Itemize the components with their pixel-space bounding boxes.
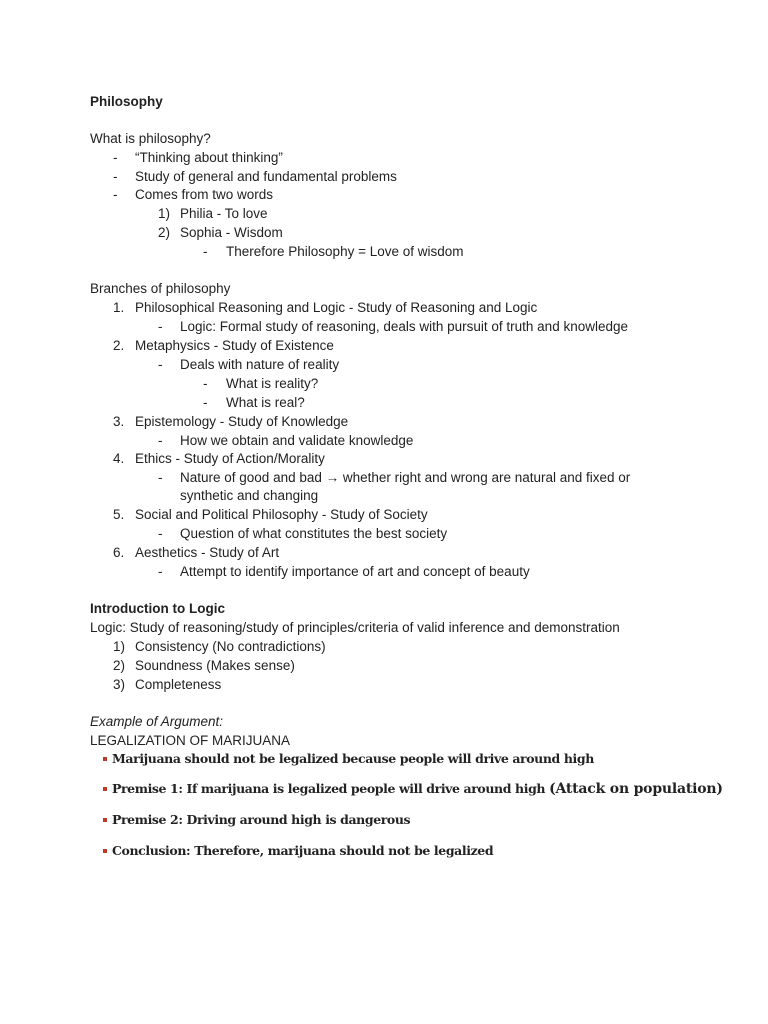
bullet-text-emphasis: (Attack on population) — [549, 781, 723, 797]
list-text: Ethics - Study of Action/Morality — [135, 451, 325, 466]
list-text: Metaphysics - Study of Existence — [135, 338, 334, 353]
list-marker: 2) — [113, 658, 126, 673]
list-text: Attempt to identify importance of art and concept of beauty — [180, 564, 530, 579]
example-label: Example of Argument: — [90, 714, 224, 729]
list-marker: 3. — [113, 414, 125, 429]
list-text: Comes from two words — [135, 187, 274, 202]
bullet-square-icon — [103, 757, 107, 761]
list-marker: 1) — [113, 639, 126, 654]
example-topic: LEGALIZATION OF MARIJUANA — [90, 733, 291, 748]
list-text: How we obtain and validate knowledge — [180, 433, 414, 448]
list-marker: - — [113, 169, 118, 184]
list-marker: - — [113, 187, 118, 202]
list-text: Epistemology - Study of Knowledge — [135, 414, 349, 429]
list-text: Therefore Philosophy = Love of wisdom — [226, 244, 464, 259]
list-text: Completeness — [135, 677, 222, 692]
list-text: Consistency (No contradictions) — [135, 639, 326, 654]
list-text: Sophia - Wisdom — [180, 225, 283, 240]
list-marker: 6. — [113, 545, 125, 560]
list-text: Social and Political Philosophy - Study of Society — [135, 507, 428, 522]
bullet-text: Conclusion: Therefore, marijuana should not be legalized — [112, 843, 494, 858]
list-marker: 1) — [158, 206, 171, 221]
bullet-square-icon — [103, 849, 107, 853]
list-text: “Thinking about thinking” — [135, 150, 283, 165]
bullet-text — [112, 780, 723, 798]
list-marker: 4. — [113, 451, 125, 466]
list-text: Question of what constitutes the best society — [180, 526, 448, 541]
list-marker: 1. — [113, 300, 125, 315]
list-marker: 3) — [113, 677, 126, 692]
list-text: Logic: Formal study of reasoning, deals with pursuit of truth and knowledge — [180, 319, 628, 334]
list-marker: - — [158, 470, 163, 485]
bullet-text-main: Premise 1: If marijuana is legalized people will drive around high — [112, 781, 550, 796]
list-text: What is reality? — [226, 376, 319, 391]
list-marker: - — [158, 433, 163, 448]
list-marker: - — [158, 526, 163, 541]
list-marker: 2. — [113, 338, 125, 353]
list-marker: 2) — [158, 225, 171, 240]
heading-philosophy: Philosophy — [90, 94, 163, 109]
list-text: Aesthetics - Study of Art — [135, 545, 280, 560]
list-text: What is real? — [226, 395, 305, 410]
list-marker: - — [158, 319, 163, 334]
list-marker: - — [158, 357, 163, 372]
list-marker: - — [158, 564, 163, 579]
bullet-text: Marijuana should not be legalized because people will drive around high — [112, 751, 594, 766]
logic-definition: Logic: Study of reasoning/study of principles/criteria of valid inference and demonstration — [90, 620, 620, 635]
list-text: Soundness (Makes sense) — [135, 658, 295, 673]
bullet-square-icon — [103, 787, 107, 791]
list-text: Philosophical Reasoning and Logic - Study of Reasoning and Logic — [135, 300, 538, 315]
list-marker: - — [113, 150, 118, 165]
list-marker: - — [203, 376, 208, 391]
list-text: Nature of good and bad → whether right and wrong are natural and fixed or synthetic and changing — [180, 470, 631, 503]
list-text: Deals with nature of reality — [180, 357, 340, 372]
heading-branches: Branches of philosophy — [90, 281, 231, 296]
list-marker: 5. — [113, 507, 125, 522]
question-what-is-philosophy: What is philosophy? — [90, 131, 211, 146]
list-marker: - — [203, 244, 208, 259]
list-marker: - — [203, 395, 208, 410]
bullet-square-icon — [103, 818, 107, 822]
heading-introduction-to-logic: Introduction to Logic — [90, 601, 225, 616]
list-text: Study of general and fundamental problems — [135, 169, 397, 184]
list-text: Philia - To love — [180, 206, 268, 221]
bullet-text: Premise 2: Driving around high is dangerous — [112, 812, 411, 827]
